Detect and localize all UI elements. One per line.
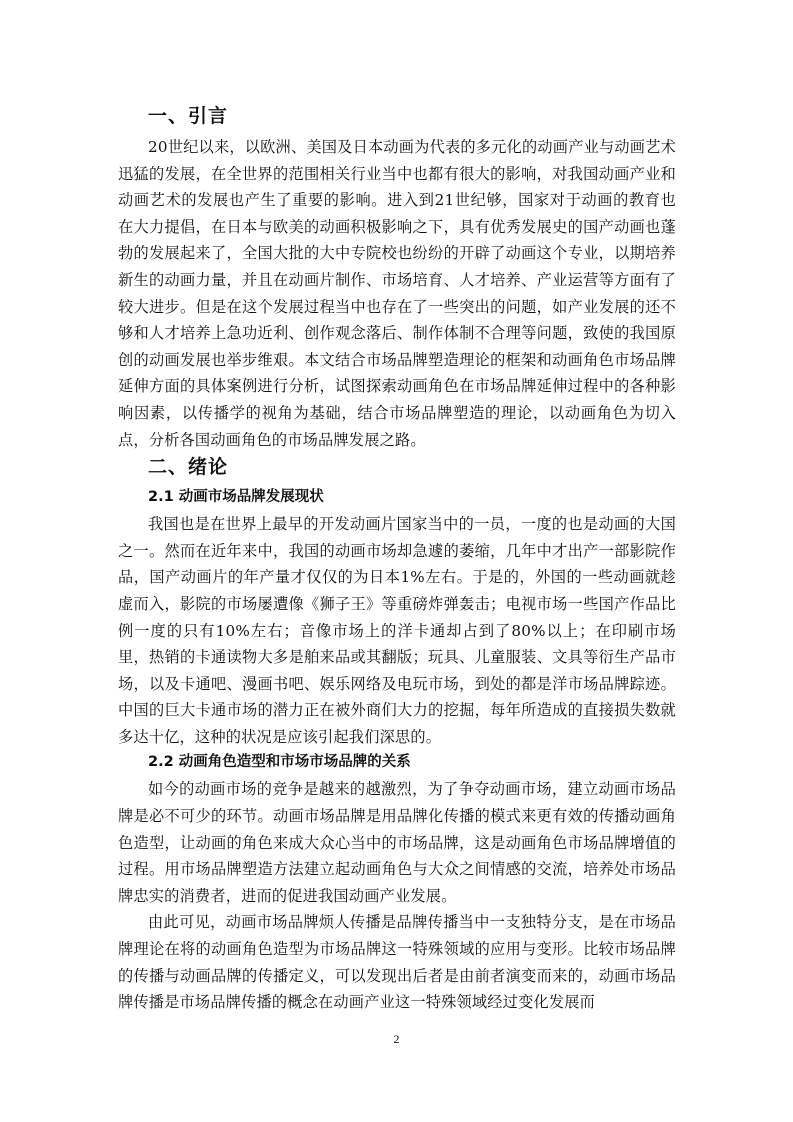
section-heading-introduction: 一、引言	[148, 105, 229, 127]
section-heading-overview: 二、绪论	[148, 456, 229, 479]
page-content	[118, 102, 676, 1016]
subsection-2-2-paragraph-2: 由此可见，动画市场品牌烦人传播是品牌传播当中一支独特分支，是在市场品牌理论在将的动画角色造型为市场品牌这一特殊领域的应用与变形。比较市场品牌的传播与动画品牌的传播定义，可以发现出后者是由前者演变而来的，动画市场品牌传播是市场品牌传播的概念在动画产业这一特殊领域经过变化发展而	[118, 913, 676, 1012]
introduction-paragraph: 20世纪以来，以欧洲、美国及日本动画为代表的多元化的动画产业与动画艺术迅猛的发展，在全世界的范围相关行业当中也都有很大的影响，对我国动画产业和动画艺术的发展也产生了重要的影响。进入到21世纪够，国家对于动画的教育也在大力提倡，在日本与欧美的动画积极影响之下，具有优秀发展史的国产动画也蓬勃的发展起来了，全国大批的大中专院校也纷纷的开辟了动画这个专业，以期培养新生的动画力量，并且在动画片制作、市场培育、人才培养、产业运营等方面有了较大进步。但是在这个发展过程当中也存在了一些突出的问题，如产业发展的还不够和人才培养上急功近利、创作观念落后、制作体制不合理等问题，致使的我国原创的动画发展也举步维艰。本文结合市场品牌塑造理论的框架和动画角色市场品牌延伸方面的具体案例进行分析，试图探索动画角色在市场品牌延伸过程中的各种影响因素，以传播学的视角为基础，结合市场品牌塑造的理论，以动画角色为切入点，分析各国动画角色的市场品牌发展之路。	[118, 138, 676, 449]
subsection-heading-2-1: 2.1 动画市场品牌发展现状	[148, 489, 324, 506]
subsection-2-2-paragraph-1: 如今的动画市场的竞争是越来的越激烈，为了争夺动画市场，建立动画市场品牌是必不可少的环节。动画市场品牌是用品牌化传播的模式来更有效的传播动画角色造型，让动画的角色来成大众心当中的市场品牌，这是动画角色市场品牌增值的过程。用市场品牌塑造方法建立起动画角色与大众之间情感的交流，培养处市场品牌忠实的消费者，进而的促进我国动画产业发展。	[118, 780, 676, 905]
subsection-2-1-paragraph: 我国也是在世界上最早的开发动画片国家当中的一员，一度的也是动画的大国之一。然而在近年来中，我国的动画市场却急遽的萎缩，几年中才出产一部影院作品，国产动画片的年产量才仅仅的为日本1%左右。于是的，外国的一些动画就趁虚而入，影院的市场屡遭像《狮子王》等重磅炸弹轰击；电视市场一些国产作品比例一度的只有10%左右；音像市场上的洋卡通却占到了80%以上；在印刷市场里，热销的卡通读物大多是舶来品或其翻版；玩具、儿童服装、文具等衍生产品市场，以及卡通吧、漫画书吧、娱乐网络及电玩市场，到处的都是洋市场品牌踪迹。中国的巨大卡通市场的潜力正在被外商们大力的挖掘，每年所造成的直接损失数就多达十亿，这种的状况是应该引起我们深思的。	[118, 515, 676, 746]
subsection-heading-2-2: 2.2 动画角色造型和市场市场品牌的关系	[148, 754, 411, 771]
page-number: 2	[393, 1032, 400, 1046]
